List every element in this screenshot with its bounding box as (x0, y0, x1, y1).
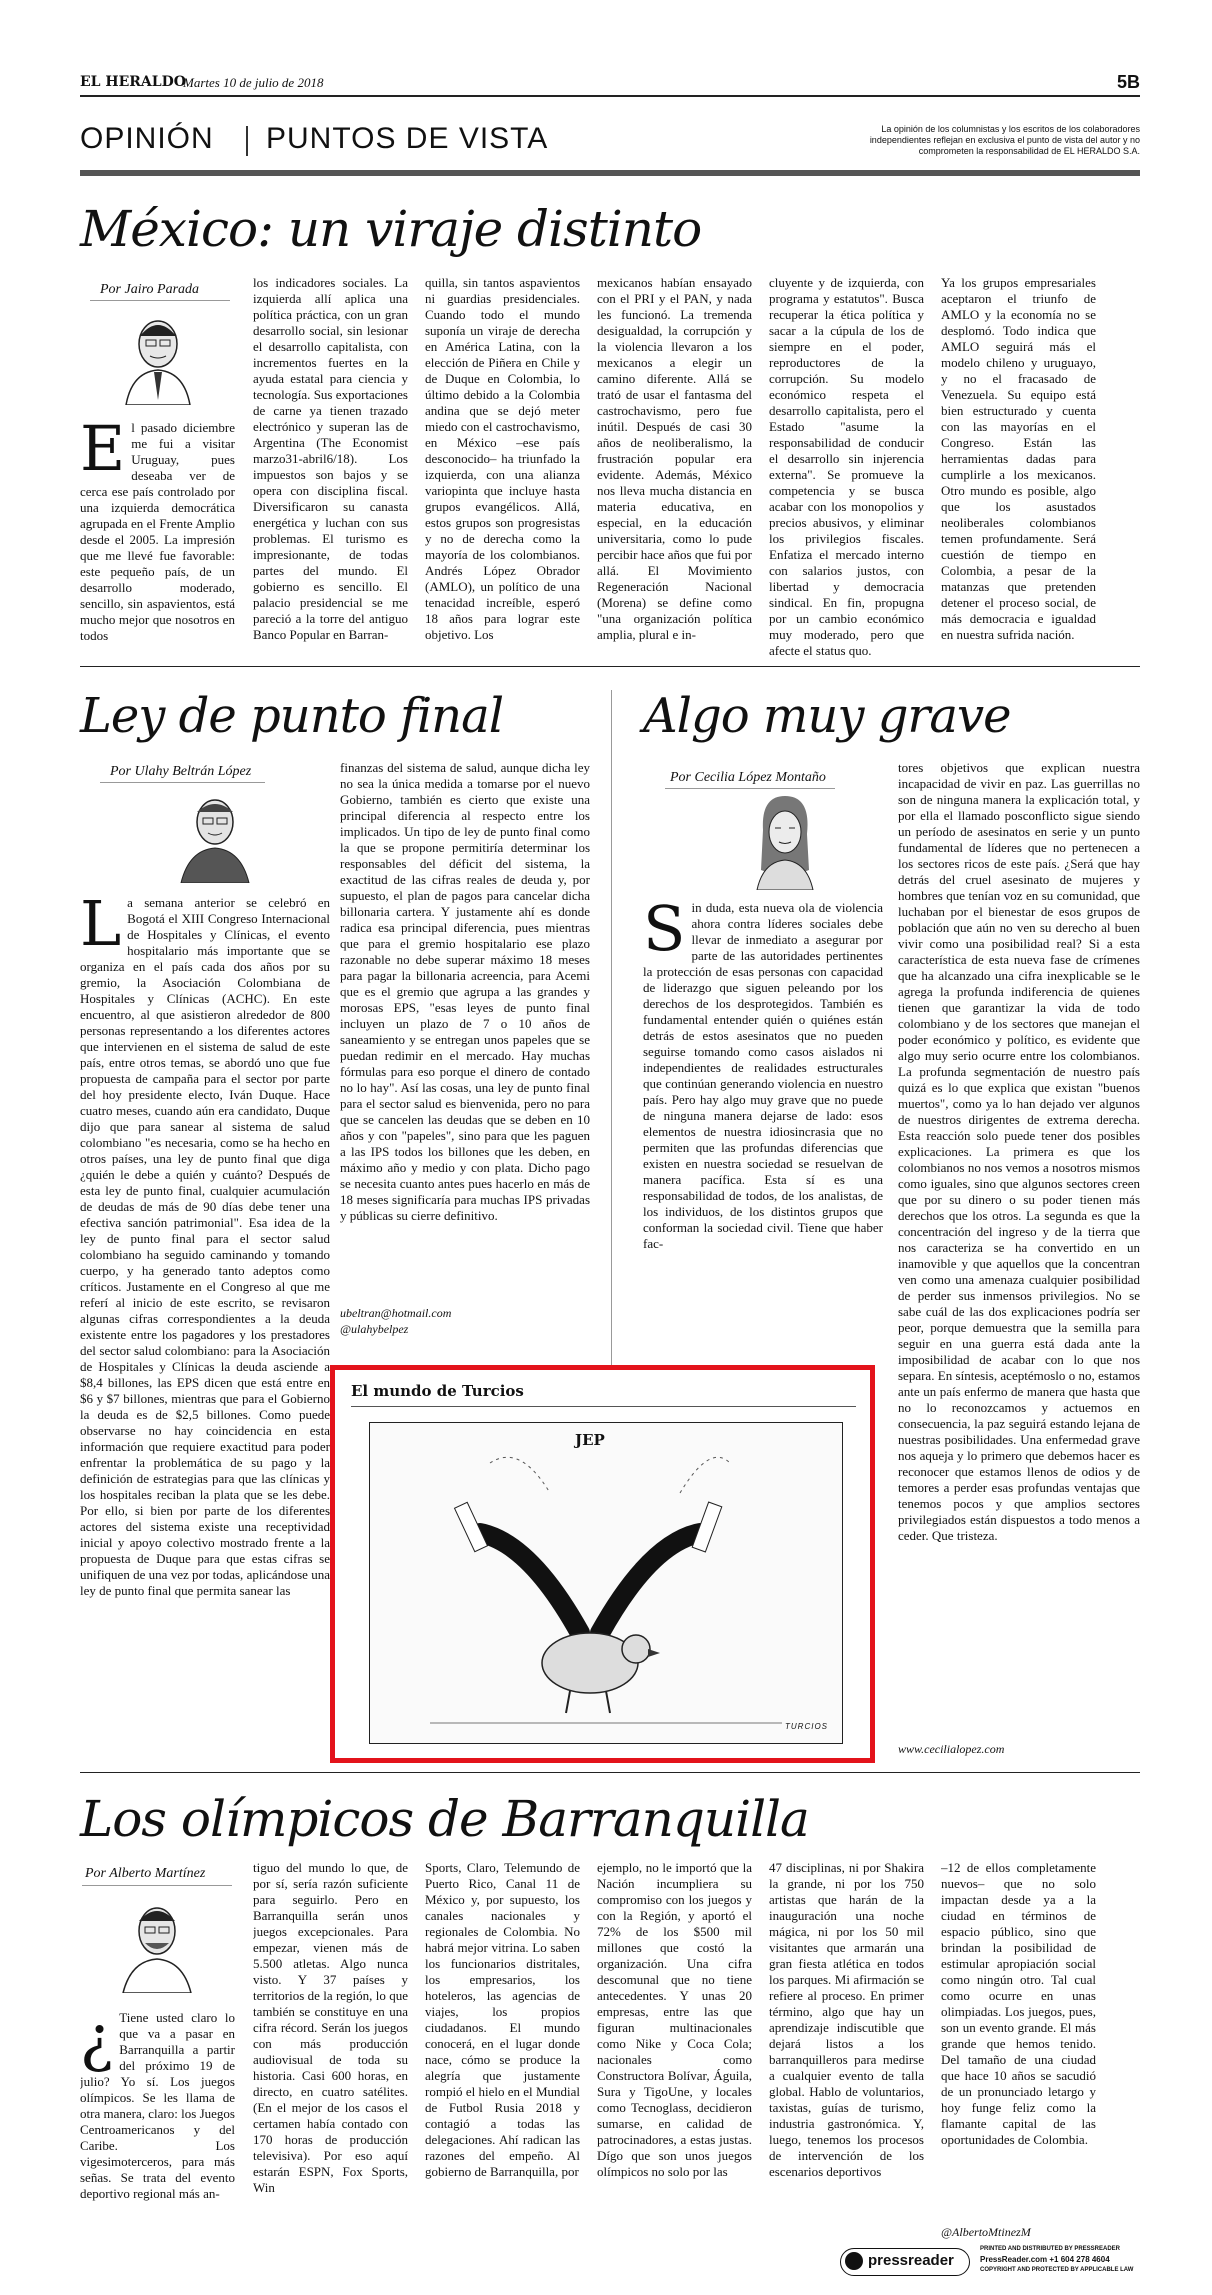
author-website[interactable]: www.cecilialopez.com (898, 1742, 1005, 1756)
article1-col3 (425, 275, 580, 680)
article-text: tiguo del mundo lo que, de por sí, sería razón suficiente para seguirlo. Pero en Barranquilla serán unos juegos excepcionales. Para empezar, vienen más de 5.500 atletas. Algo nunca visto. Y 37 países y territorios de la región, lo que también se constituye en una cifra récord. Serán los juegos con más producción audiovisual de toda su historia. Casi 600 horas, en directo, en cuatro satélites. (En el mejor de los casos el certamen había contado con 170 horas de producción televisiva). Por eso aquí estarán ESPN, Fox Sports, Win (253, 1860, 408, 2195)
byline-rule (665, 788, 835, 789)
dropcap: E (80, 420, 126, 485)
article-text: 47 disciplinas, ni por Shakira la grande, ni por los 750 artistas que harán de la inauguración una noche mágica, ni por los 50 mil visitantes que armarán una gran fiesta atlética en todos los parques. Mi afirmación se refiere al proceso. En primer término, algo que hay un aprendizaje indiscutible que dejará listos a los barranquilleros para medirse a cualquier evento de talla global. Hablo de voluntarios, taxistas, guías de turismo, industria gastronómica. Y, luego, tenemos los procesos de intervención de los escenarios deportivos (769, 1860, 924, 2179)
masthead-bottom-rule (80, 170, 1140, 176)
article1-col6 (941, 275, 1096, 680)
byline-rule (90, 300, 230, 301)
article-text: Sports, Claro, Telemundo de Puerto Rico, Canal 11 de México y, por supuesto, los canales nacionales y regionales de Colombia. No habrá mejor vitrina. Lo saben los funcionarios distritales, los empresarios, los hoteleros, las agencias de viajes, los propios ciudadanos. El mundo conocerá, en el lugar donde nace, cómo se produce la alegría que justamente rompió el hielo en el Mundial de Futbol Rusia 2018 y contagió a todas las delegaciones. Ahí radican las razones del empeño. Al gobierno de Barranquilla, por (425, 1860, 580, 2179)
section-divider (246, 126, 248, 156)
author-twitter[interactable]: @AlbertoMtinezM (941, 2225, 1031, 2239)
article1-col5 (769, 275, 924, 680)
cartoon-frame (369, 1422, 843, 1744)
pressreader-logo[interactable] (840, 2248, 970, 2276)
section-title: OPINIÓN (80, 122, 214, 155)
subsection-title: PUNTOS DE VISTA (266, 122, 549, 155)
paper-name: EL HERALDO (80, 74, 186, 90)
article-text: –12 de ellos completamente nuevos– que no solo impactan desde ya a la ciudad en términos de espacio público, sino que brindan la posibilidad de estimular apropiación social como ningún otro. Tal cual como ocurre en unas olimpiadas. Los juegos, pues, son un evento grande. El más grande que hemos tenido. Del tamaño de una ciudad que hace 10 años se sacudió de un pronunciado letargo y hoy funge feliz como la flamante capital de las oportunidades de Colombia. (941, 1860, 1096, 2147)
pressreader-footer (840, 2242, 1140, 2282)
article3-col1 (643, 900, 883, 1325)
article-text: Ya los grupos empresariales aceptaron el triunfo de AMLO y la economía no se desplomó. Todo indica que AMLO seguirá más el modelo chileno y uruguayo, y no el fracasado de Venezuela. Su equipo está bien estructurado y cuenta con las mayorías en el Congreso. Están las herramientas dadas para cumplirle a los mexicanos. Otro mundo es posible, algo que los asustados neoliberales colombianos temen profundamente. Será cuestión de tiempo en Colombia, a pesar de la matanzas que pretenden detener el proceso social, de más democracia e igualdad en nuestra sufrida nación. (941, 275, 1096, 642)
article1-col4 (597, 275, 752, 680)
article1-byline: Por Jairo Parada (100, 282, 200, 297)
cartoon-title-rule (351, 1406, 856, 1407)
author-portrait (745, 790, 825, 890)
article-text: los indicadores sociales. La izquierda allí aplica una política práctica, con un gran desarrollo social, sin lesionar el desarrollo capitalista, con incrementos fuertes en la ayuda estatal para ciencia y tecnología. Sus exportaciones de carne ya tienen trazado electrónico y superan las de Argentina (The Economist marzo31-abril6/18). Los impuestos son bajos y se opera con disciplina fiscal. Diversificaron su canasta energética y luchan con sus problemas. El turismo es impresionante, de todas partes del mundo. El gobierno es sencillo. El palacio presidencial se me pareció a la torre del antiguo Banco Popular en Barran- (253, 275, 408, 642)
article-text: mexicanos habían ensayado con el PRI y el PAN, y nada les funcionó. La tremenda desigualdad, la corrupción y la violencia llevaron a los mexicanos a elegir un camino diferente. Allá se trató de usar el fantasma del castrochavismo, pero fue inútil. Después de casi 30 años de neoliberalismo, la frustración popular era evidente. Además, México nos lleva mucha distancia en materia educativa, en especial, en la educación universitaria, como lo pude percibir hace años que fui por allá. El Movimiento Regeneración Nacional (Morena) se define como "una organización política amplia, plural e in- (597, 275, 752, 642)
article2-title: Ley de punto final (80, 688, 504, 744)
middle-bottom-rule (80, 1772, 1140, 1773)
copyright: COPYRIGHT AND PROTECTED BY APPLICABLE LAW (980, 2267, 1134, 2273)
author-portrait (118, 310, 198, 405)
pressreader-brand: pressreader (868, 2252, 954, 2269)
author-portrait (115, 1893, 200, 1993)
article4-col3 (425, 1860, 580, 2290)
article4-byline: Por Alberto Martínez (85, 1866, 206, 1881)
article4-col2 (253, 1860, 408, 2290)
article-text: tores objetivos que explican nuestra incapacidad de vivir en paz. Las guerrillas no son de ninguna manera la explicación total, y por ella el llamado posconflicto sigue siendo un período de asesinatos en serie y un punto fundamental de líderes que no pertenecen a los sectores ricos de este país. ¿Será que hay detrás del cruel asesinato de mujeres y hombres que tenían voz en su comunidad, que luchaban por el bienestar de esos grupos de población que aún no ven su derecho al buen vivir como una posibilidad real? Si a esta característica de esta nueva fase de crímenes que ha alcanzado una cifra inexplicable se le agrega la profunda indiferencia de quienes tienen que garantizar la vida de todo colombiano y de los sectores que manejan el poder económico y político, es evidente que algo muy serio ocurre entre los colombianos. La profunda segmentación de nuestro país quizá es lo que explica que existan "buenos muertos", como ya lo han dejado ver algunos de nuestros dirigentes de extrema derecha. Esta reacción solo puede tener dos posibles explicaciones. La primera es que los colombianos no nos vemos a nosotros mismos como iguales, sino que algunos sectores creen que por su dinero o su poder tienen más derechos que los otros. La segunda es que la concentración del ingreso y de la tierra que nos caracteriza se ha convertido en un inamovible y que aquellos que la concentran ven como una amenaza cualquier posibilidad de perder sus inmensos privilegios. No se sabe cuál de las dos explicaciones podría ser peor, porque demuestra que la semilla para seguir en una guerra está dada ante la imposibilidad de acabar con lo que nos separa. En síntesis, aceptémoslo o no, estamos ante un país enfermo de manera que hasta que no lo reconozcamos y actuemos en consecuencia, la paz seguirá estando lejana de nuestras posibilidades. Una enfermedad grave nos aqueja y lo primero que debemos hacer es reconocer que estamos llenos de odios y de temores a perder esas profundas ventajas que tenemos pocos y que amplios sectores privilegiados están dispuestos a todo menos a ceder. Que tristeza. (898, 760, 1140, 1543)
article4-title: Los olímpicos de Barranquilla (80, 1790, 809, 1848)
article4-col1 (80, 2010, 235, 2290)
disclaimer: La opinión de los columnistas y los escritos de los colaboradores independientes reflejan en exclusiva el punto de vista del autor y no comprometen la responsabilidad de EL HERALDO S.A. (869, 124, 1140, 156)
article3-byline: Por Cecilia López Montaño (670, 770, 826, 785)
cartoon-label: JEP (575, 1431, 605, 1449)
cartoon-box (330, 1365, 875, 1763)
article1-col1 (80, 420, 235, 680)
article4-col4 (597, 1860, 752, 2290)
article3-title: Algo muy grave (643, 688, 1011, 744)
cartoon-signature: TURCIOS (785, 1722, 828, 1731)
author-portrait (175, 788, 255, 883)
article2-byline: Por Ulahy Beltrán López (110, 764, 252, 779)
page-number: 5B (1116, 72, 1140, 92)
article3-col2 (898, 760, 1140, 1755)
printed-by: PRINTED AND DISTRIBUTED BY PRESSREADER (980, 2246, 1121, 2252)
article-text: finanzas del sistema de salud, aunque dicha ley no sea la única medida a tomarse por el nuevo Gobierno, también es cierto que existe una principal diferencia al respecto entre los implicados. Un tipo de ley de punto final como la que se propone permitiría determinar los responsables del déficit del sistema, la exactitud de las cifras reales de deuda y, por supuesto, el plan de pagos para cancelar dicha billonaria cartera. Y justamente ahí es donde radica esa principal diferencia, pues mientras que para el gremio hospitalario ese plazo razonable no debe superar máximo 18 meses para pagar la billonaria acreencia, para Acemi que es el gremio que agrupa a las grandes y morosas EPS, "esas leyes de punto final incluyen un plazo de 7 o 10 años de saneamiento y se entregan unos papeles que se puedan redimir en el mercado. Hay muchas fórmulas para eso porque el dinero de contado no lo hay". Así las cosas, una ley de punto final para el sector salud es bienvenida, pero no para que se cancelen las deudas que se deben en 10 años y con "papeles", sino para que les paguen a las IPS todos los billones que les deben, en máximo año y medio y con plata. Dicho pago se necesita cuanto antes pues hacerlo en más de 18 meses significaría para muchas IPS privadas y públicas su cierre definitivo. (340, 760, 590, 1223)
article-text: a semana anterior se celebró en Bogotá el XIII Congreso Internacional de Hospitales y Clínicas, el evento hospitalario más importante que se organiza en el país cada dos años por su gremio, la Asociación Colombiana de Hospitales y Clínicas (ACHC). En este encuentro, al que asistieron alrededor de 800 personas representando a los diferentes actores que intervienen en el sistema de salud de este país, entre otros temas, se abordó uno que fue propuesta de campaña para el sector por parte del hoy presidente electo, Iván Duque. Hace cuatro meses, cuando aún era candidato, Duque dijo que para sanear al sistema de salud colombiano "es necesaria, como se ha hecho en otros países, una ley de punto final que diga ¿quién le debe a quién y cuánto? Después de esta ley de punto final, cualquier acumulación de deudas de más de 90 días debe tener una efectiva sanción patrimonial". Esa idea de la ley de punto final para el sector salud colombiano ha seguido caminando y tomando cuerpo, y ha generado tanto adeptos como críticos. Justamente en el Congreso al que me referí al inicio de este escrito, se revisaron algunas cifras correspondientes a la deuda existente entre los pagadores y los prestadores del sector salud colombiano: para la Asociación de Hospitales y Clínicas la deuda asciende a $8,4 billones, las EPS dicen que está entre en $6 y $7 billones, mientras que para el Gobierno la deuda es de $2,5 billones. Como puede observarse no hay coincidencia en esta información que requiere exactitud para poder enfrentar la problemática de su pago y la definición de estrategias para que las clínicas y los hospitales reciban la plata que se les debe. Por ello, si bien por parte de los diferentes actores del sistema existe una receptividad inicial y apoyo colectivo mostrado frente a la propuesta de Duque para que estas cifras se unifiquen de una vez por todas, aplicándose una ley de punto final que permita sanear las (80, 895, 330, 1598)
article-text: in duda, esta nueva ola de violencia ahora contra líderes sociales debe llevar de inmediato a asegurar por parte de las autoridades pertinentes la protección de esas personas con capacidad de liderazgo que siguen peleando por los derechos de los desprotegidos. También es fundamental entender quién o quiénes están detrás de estos asesinatos que no pueden seguirse tomando como casos aislados ni independientes de realidades estructurales que continúan generando violencia en nuestro país. Pero hay algo muy grave que no puede de ninguna manera dejarse de lado: esos elementos de nuestra idiosincrasia que no permiten que las profundas diferencias que existen en nuestra sociedad se resuelvan de manera pacífica. Esta sí es una responsabilidad de todos, de los analistas, de los individuos, de los distintos grupos que conforman la sociedad civil. Tiene que haber fac- (643, 900, 883, 1251)
dropcap: ¿ (80, 2010, 114, 2075)
pressreader-phone: PressReader.com +1 604 278 4604 (980, 2255, 1110, 2264)
article1-col2 (253, 275, 408, 680)
dropcap: S (643, 900, 686, 965)
article4-col5 (769, 1860, 924, 2290)
article-text: ejemplo, no le importó que la Nación incumpliera su compromiso con los juegos y con la Región, y aportó el 72% de los $500 mil millones que costó la organización. Una cifra descomunal que no tiene antecedentes. Y unas 20 empresas, entre las que figuran multinacionales como Nike y Coca Cola; nacionales como Constructora Bolívar, Águila, Sura y TigoUne, y locales como Tecnoglass, decidieron sumarse, en calidad de patrocinadores, a estas justas. Dígo que son unos juegos olímpicos no solo por las (597, 1860, 752, 2179)
byline-rule (100, 782, 265, 783)
article-text: cluyente y de izquierda, con programa y estatutos". Busca recuperar la ética política y sacar a la cúpula de los de siempre en el poder, reproductores de la corrupción. Su modelo económico respeta el desarrollo capitalista, pero el Estado "asume la responsabilidad de conducir el desarrollo sin injerencia externa". Se promueve la competencia y se busca acabar con los monopolios y precios abusivos, y eliminar los privilegios fiscales. Enfatiza el mercado interno con salarios justos, con libertad y democracia sindical. En fin, propugna por un cambio económico muy moderado, pero que afecte el status quo. (769, 275, 924, 658)
author-twitter[interactable]: @ulahybelpez (340, 1322, 409, 1336)
byline-rule (82, 1885, 232, 1886)
author-email[interactable]: ubeltran@hotmail.com (340, 1306, 452, 1320)
issue-date: Martes 10 de julio de 2018 (183, 75, 324, 90)
pressreader-icon (845, 2252, 863, 2270)
article-text: l pasado diciembre me fui a visitar Uruguay, pues deseaba ver de cerca ese país controlado por una izquierda democrática agrupada en el Frente Amplio desde el 2005. La impresión que me llevé fue favorable: este pequeño país, de un desarrollo moderado, sencillo, sin aspavientos, está mucho mejor que nosotros en todos (80, 420, 235, 643)
article2-col1 (80, 895, 330, 1755)
masthead-top-rule (80, 95, 1140, 97)
article2-col2 (340, 760, 590, 1300)
article-text: Tiene usted claro lo que va a pasar en Barranquilla a partir del próximo 19 de julio? Yo sí. Los juegos olímpicos. Se les llama de otra manera, claro: los Juegos Centroamericanos y del Caribe. Los vigesimoterceros, para más señas. Se trata del evento deportivo regional más an- (80, 2010, 235, 2201)
article4-col6 (941, 1860, 1096, 2235)
cartoon-illustration (370, 1423, 842, 1743)
dropcap: L (80, 895, 122, 960)
article1-title: México: un viraje distinto (80, 200, 702, 258)
cartoon-section-title: El mundo de Turcios (351, 1382, 524, 1400)
article-text: quilla, sin tantos aspavientos ni guardias presidenciales. Cuando todo el mundo suponía un viraje de derecha en América Latina, con la elección de Piñera en Chile y de Duque en Colombia, lo último debido a la Colombia andina que se dejó meter miedo con el castrochavismo, en México –ese país desconocido– ha triunfado la izquierda, con una alianza variopinta que incluye hasta grupos evangélicos. Allá, estos grupos son progresistas y no de derecha como la mayoría de los colombianos. Andrés López Obrador (AMLO), un político de una tenacidad increíble, esperó 18 años para lograr este objetivo. Los (425, 275, 580, 642)
article1-bottom-rule (80, 666, 1140, 667)
